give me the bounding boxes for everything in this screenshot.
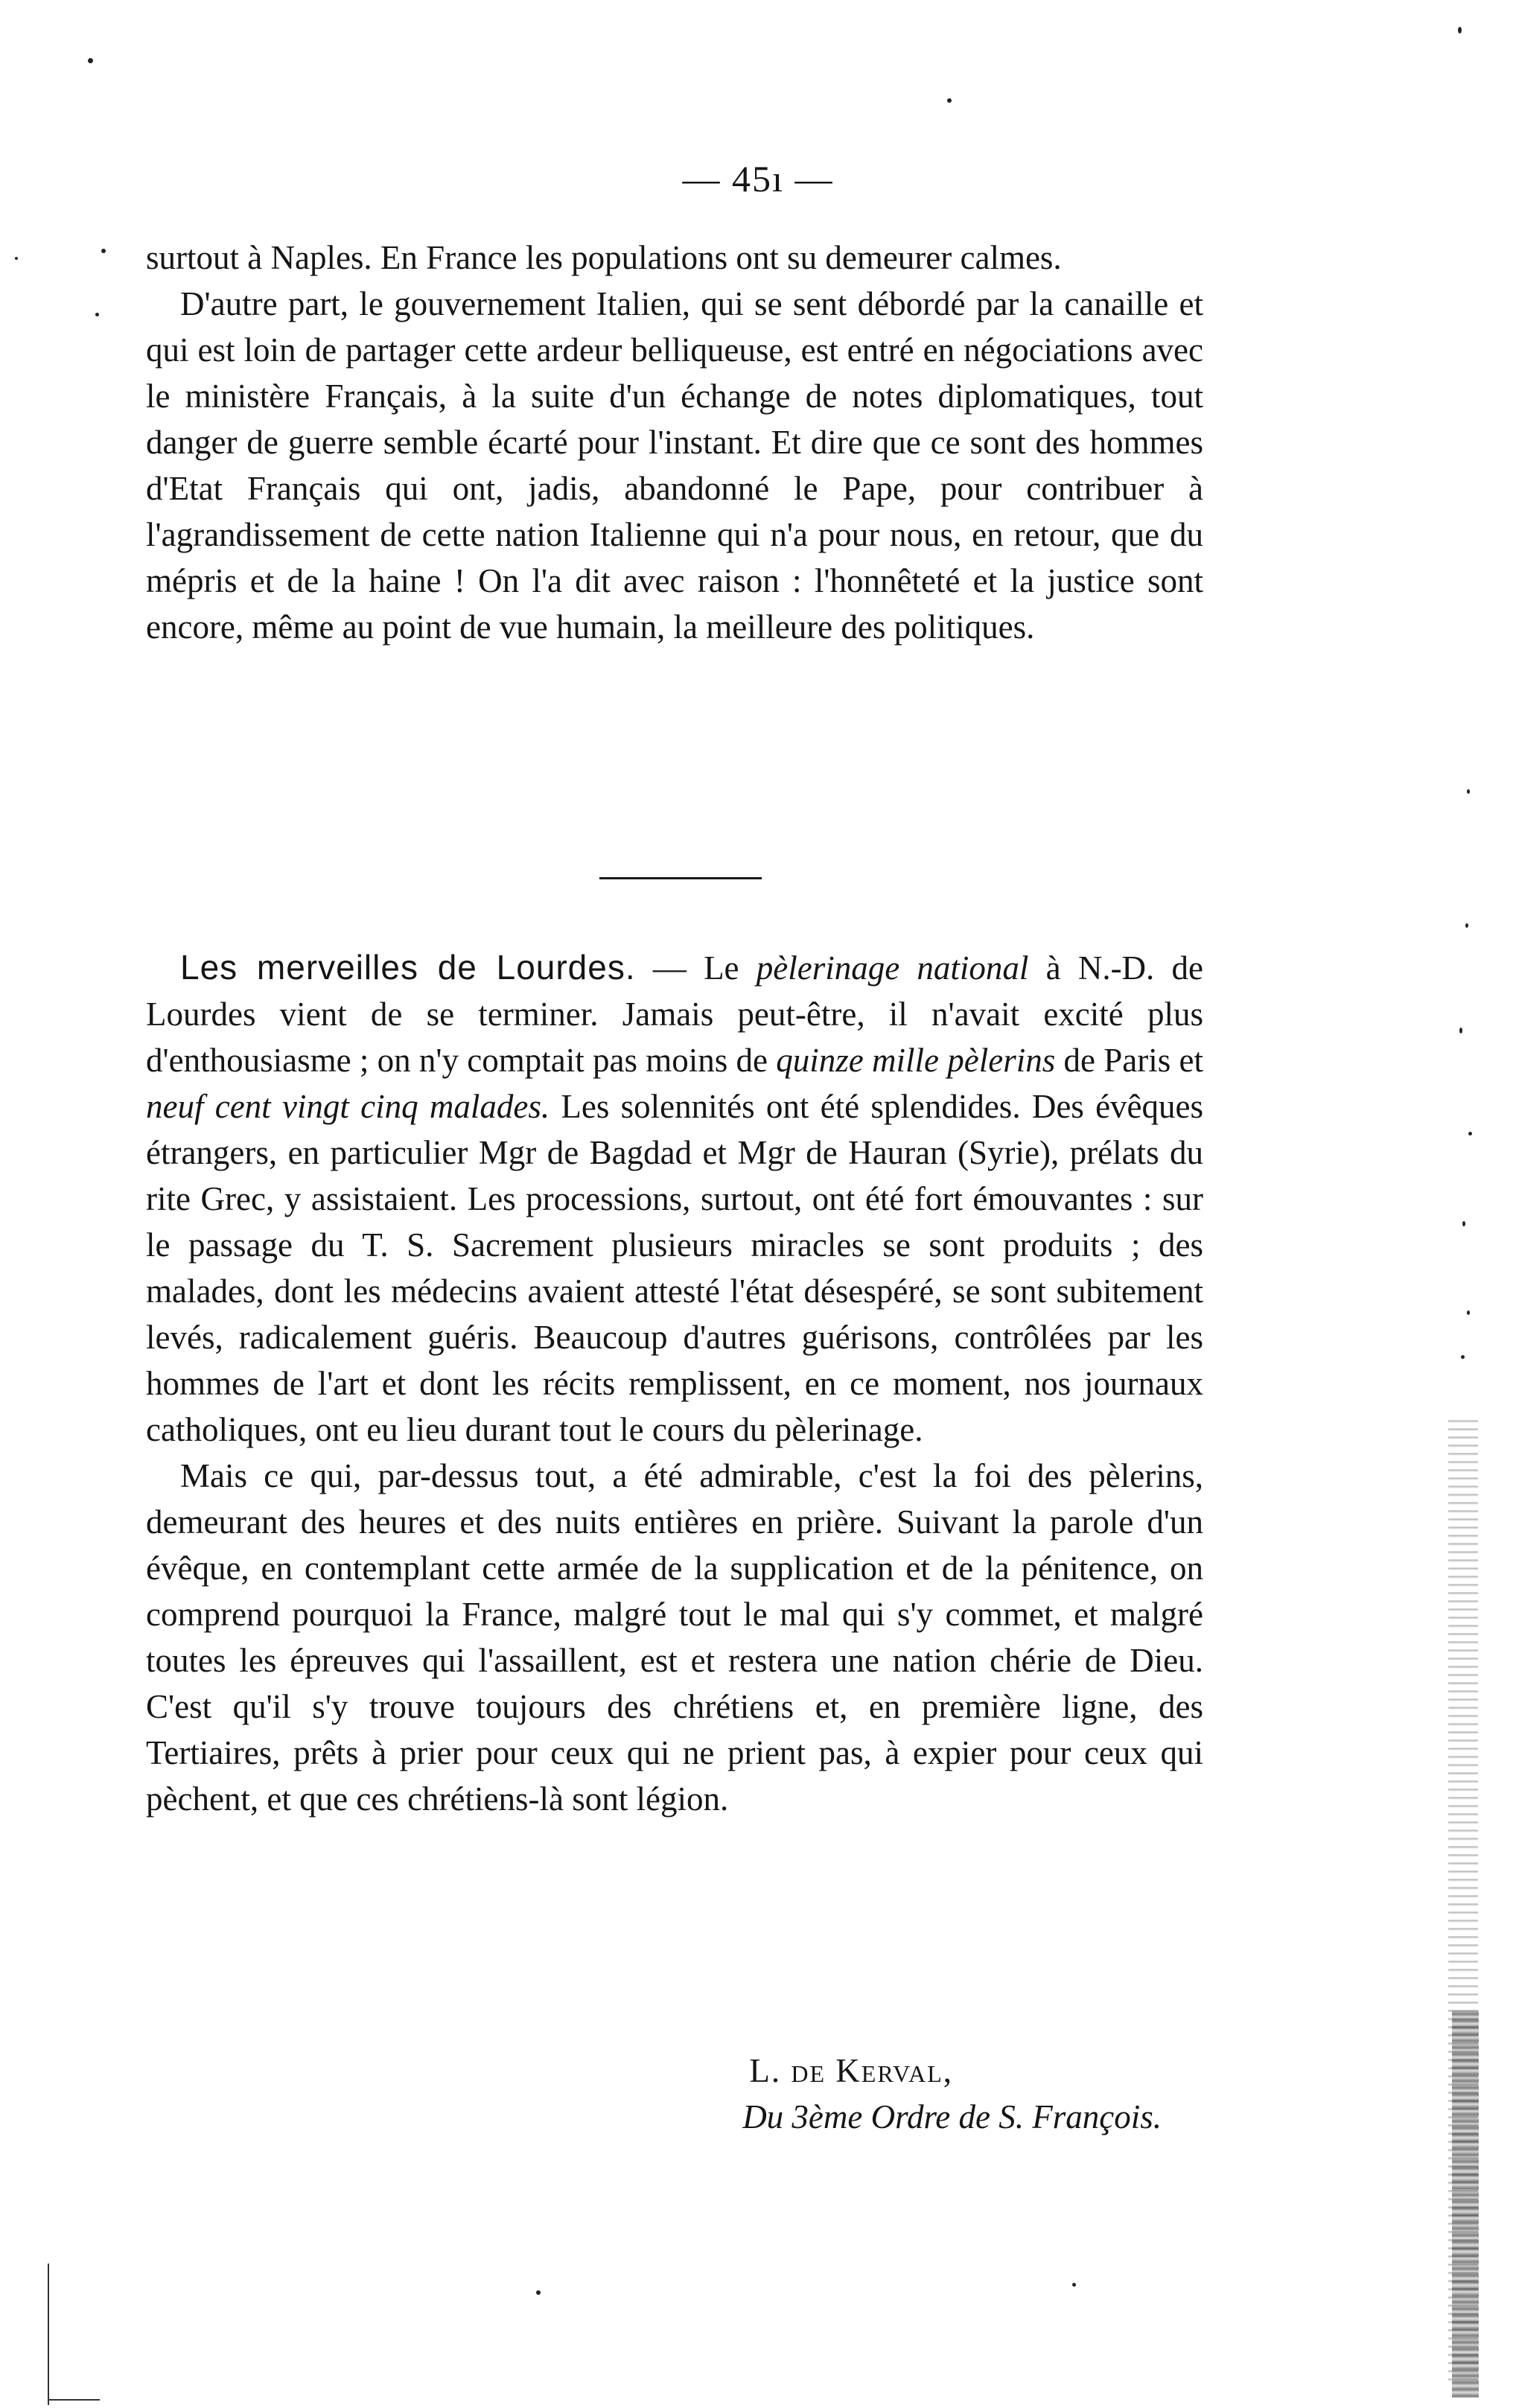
scan-speck	[1458, 27, 1462, 34]
scan-speck	[101, 249, 106, 253]
scan-speck	[1462, 1221, 1465, 1226]
section-divider	[599, 877, 762, 879]
scan-edge-line	[48, 2399, 100, 2401]
paragraph-italian-government: D'autre part, le gouvernement Italien, qui se sent débordé par la canaille et qui est loin de partager cette ardeur belliqueuse, est entré en négociations avec le ministère Français, à la suite d'un échange de notes diplomatiques, tout danger de guerre semble écarté pour l'instant. Et dire que ce sont des hommes d'Etat Français qui ont, jadis, abandonné le Pape, pour contribuer à l'agrandissement de cette nation Italienne qui n'a pour nous, en retour, que du mépris et de la haine ! On l'a dit avec raison : l'honnêteté et la justice sont encore, même au point de vue humain, la meilleure des politiques.	[146, 285, 1203, 646]
scan-edge-line	[48, 2264, 49, 2405]
scan-speck	[1468, 1132, 1472, 1135]
section-lourdes	[146, 944, 1203, 1822]
scan-speck	[15, 257, 18, 260]
scan-speck	[536, 2290, 541, 2295]
text-run: — Le	[635, 949, 757, 987]
scan-speck	[95, 313, 99, 316]
signature-block	[0, 2048, 1206, 2140]
scan-speck	[1467, 789, 1470, 794]
text-run: à N.-D. de Lourdes vient de se terminer. Jamais peut-être, il n'avait excité plus d'enthousiasme ; on n'y comptait pas moins de	[146, 949, 1203, 1079]
italic-run: pèlerinage national	[756, 949, 1029, 987]
section-politics	[146, 235, 1203, 650]
text-run: de Paris et	[1055, 1042, 1203, 1079]
scan-speck	[1459, 1028, 1462, 1033]
scan-speck	[1465, 923, 1468, 928]
scan-speck	[947, 98, 952, 103]
scan-speck	[1072, 2283, 1076, 2287]
section-title: Les merveilles de Lourdes.	[180, 948, 636, 987]
paragraph-lourdes-pilgrimage	[146, 944, 1203, 1453]
italic-run: quinze mille pèlerins	[776, 1042, 1056, 1079]
scan-speck	[88, 58, 93, 63]
text-run: Les solennités ont été splendides. Des évêques étrangers, en particulier Mgr de Bagdad et Mgr de Hauran (Syrie), prélats du rite Grec, y assistaient. Les processions, surtout, ont été fort émouvantes : sur le passage du T. S. Sacrement plusieurs miracles se sont produits ; des malades, dont les médecins avaient attesté l'état désespéré, se sont subitement levés, radicalement guéris. Beaucoup d'autres guérisons, contrôlées par les hommes de l'art et dont les récits remplissent, en ce moment, nos journaux catholiques, ont eu lieu durant tout le cours du pèlerinage.	[146, 1088, 1203, 1448]
paragraph-faith-of-pilgrims: Mais ce qui, par-dessus tout, a été admirable, c'est la foi des pèlerins, demeurant des heures et des nuits entières en prière. Suivant la parole d'un évêque, en contemplant cette armée de la supplication et de la pénitence, on comprend pourquoi la France, malgré tout le mal qui s'y commet, et malgré toutes les épreuves qui l'assaillent, est et restera une nation chérie de Dieu. C'est qu'il s'y trouve toujours des chrétiens et, en première ligne, des Tertiaires, prêts à prier pour ceux qui ne prient pas, à expier pour ceux qui pèchent, et que ces chrétiens-là sont légion.	[146, 1457, 1203, 1818]
scan-speck	[1461, 1355, 1465, 1359]
scan-edge-noise	[1452, 2010, 1479, 2398]
italic-run: neuf cent vingt cinq malades.	[146, 1088, 550, 1125]
scan-speck	[1467, 1310, 1470, 1315]
signature-name: L. de Kerval,	[749, 2052, 953, 2089]
page-number: — 45ı —	[682, 158, 834, 200]
paragraph-naples-continuation: surtout à Naples. En France les populations ont su demeurer calmes.	[146, 239, 1062, 276]
signature-affiliation: Du 3ème Ordre de S. François.	[742, 2098, 1162, 2135]
